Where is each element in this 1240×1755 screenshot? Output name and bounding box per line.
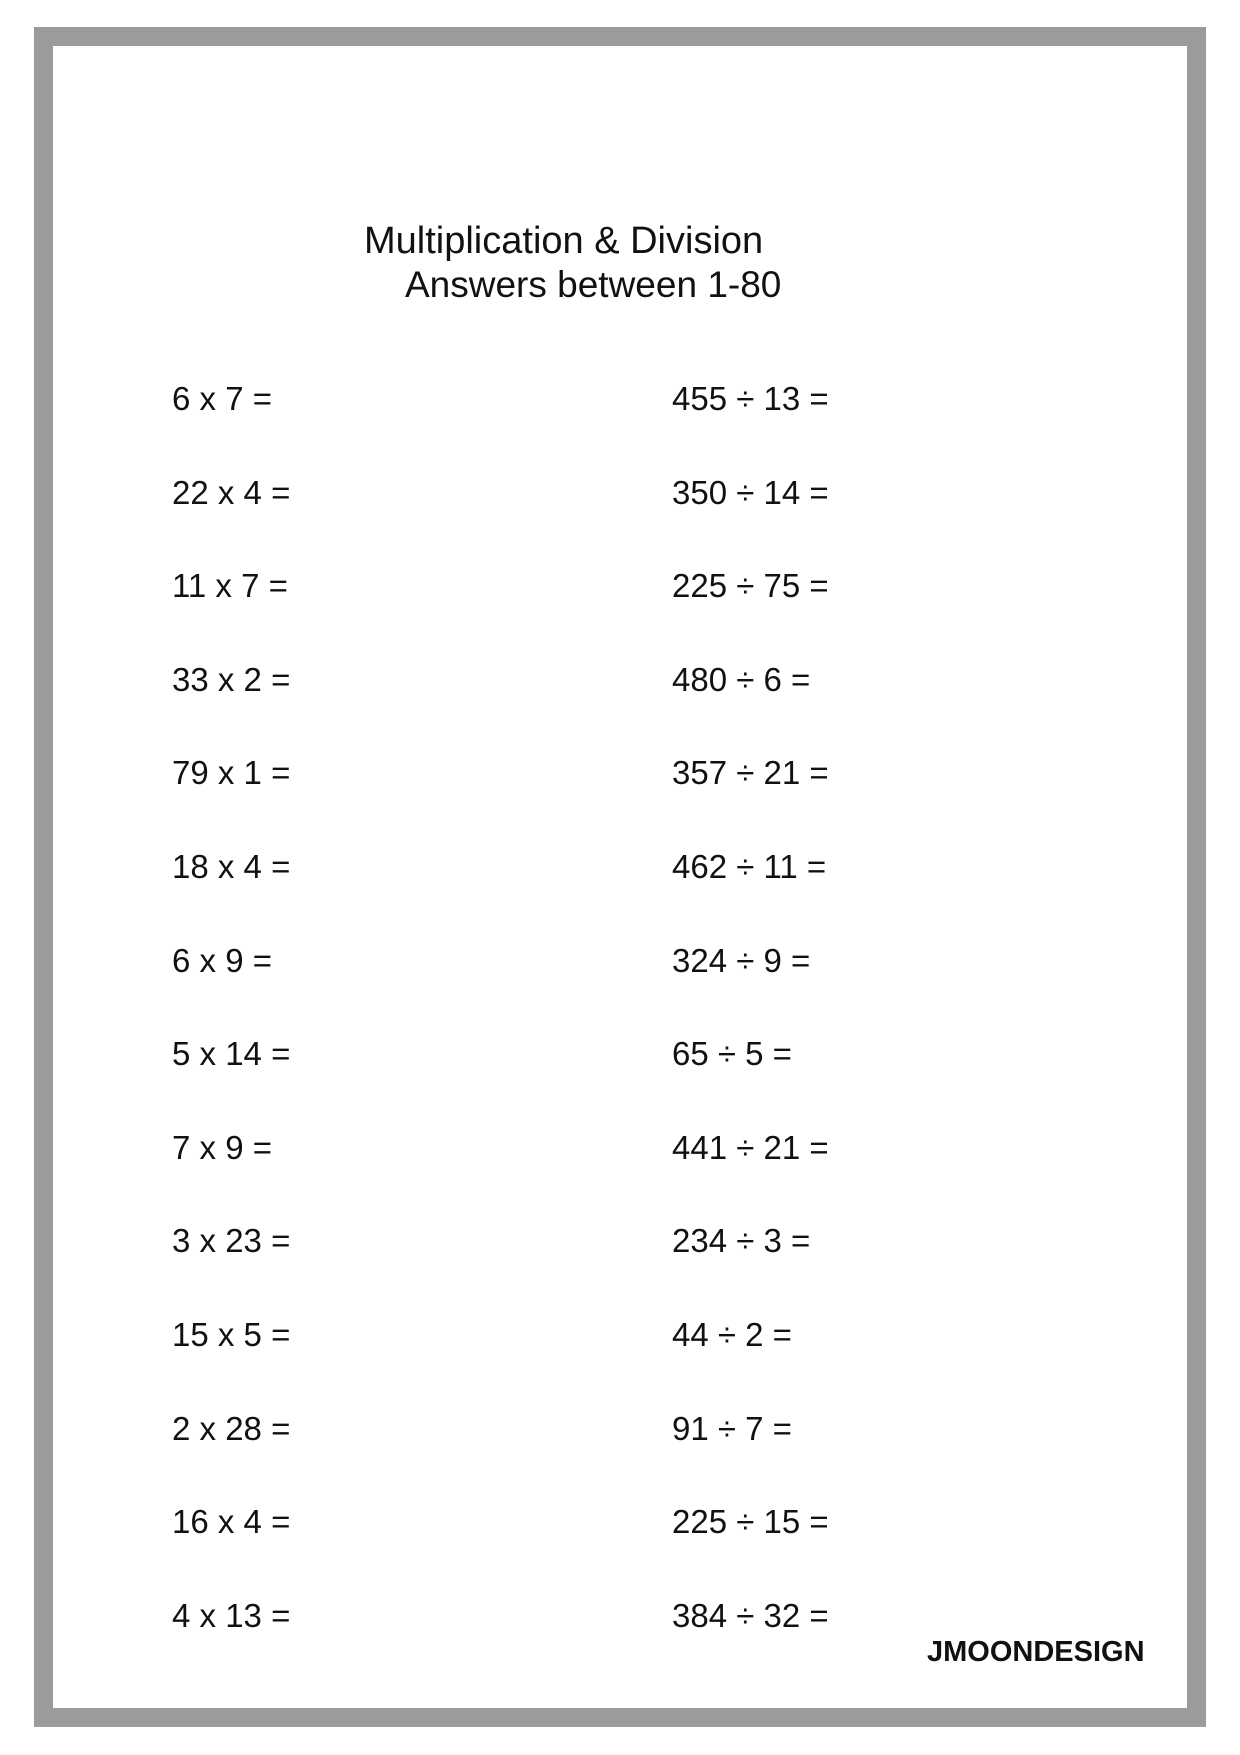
division-problem: 384 ÷ 32 = <box>672 1596 829 1634</box>
page-title: Multiplication & Division <box>364 220 764 262</box>
division-problem: 480 ÷ 6 = <box>672 660 811 698</box>
division-problem: 324 ÷ 9 = <box>672 941 811 979</box>
division-problem: 462 ÷ 11 = <box>672 847 827 885</box>
multiplication-problem: 11 x 7 = <box>172 567 288 605</box>
division-problem: 225 ÷ 15 = <box>672 1503 829 1541</box>
multiplication-problem: 22 x 4 = <box>172 473 291 511</box>
division-problem: 65 ÷ 5 = <box>672 1035 792 1073</box>
multiplication-problem: 4 x 13 = <box>172 1596 291 1634</box>
division-problem: 441 ÷ 21 = <box>672 1128 829 1166</box>
multiplication-problem: 18 x 4 = <box>172 847 291 885</box>
multiplication-problem: 15 x 5 = <box>172 1315 291 1353</box>
multiplication-problem: 6 x 7 = <box>172 380 272 417</box>
multiplication-problem: 3 x 23 = <box>172 1222 291 1260</box>
division-problem: 225 ÷ 75 = <box>672 567 829 605</box>
multiplication-problem: 79 x 1 = <box>172 754 291 792</box>
multiplication-problem: 16 x 4 = <box>172 1503 291 1541</box>
division-problem: 350 ÷ 14 = <box>672 473 829 511</box>
multiplication-problem: 2 x 28 = <box>172 1409 291 1447</box>
multiplication-problem: 33 x 2 = <box>172 660 291 698</box>
division-column <box>672 376 829 1686</box>
division-problem: 357 ÷ 21 = <box>672 754 829 792</box>
multiplication-problem: 5 x 14 = <box>172 1035 291 1073</box>
division-problem: 234 ÷ 3 = <box>672 1222 811 1260</box>
division-problem: 455 ÷ 13 = <box>672 380 829 417</box>
page-subtitle: Answers between 1-80 <box>405 264 782 305</box>
multiplication-column <box>172 376 290 1686</box>
multiplication-problem: 7 x 9 = <box>172 1128 272 1166</box>
division-problem: 91 ÷ 7 = <box>672 1409 792 1447</box>
brand-name: JMOONDESIGN <box>927 1636 1145 1668</box>
multiplication-problem: 6 x 9 = <box>172 941 272 979</box>
division-problem: 44 ÷ 2 = <box>672 1315 792 1353</box>
